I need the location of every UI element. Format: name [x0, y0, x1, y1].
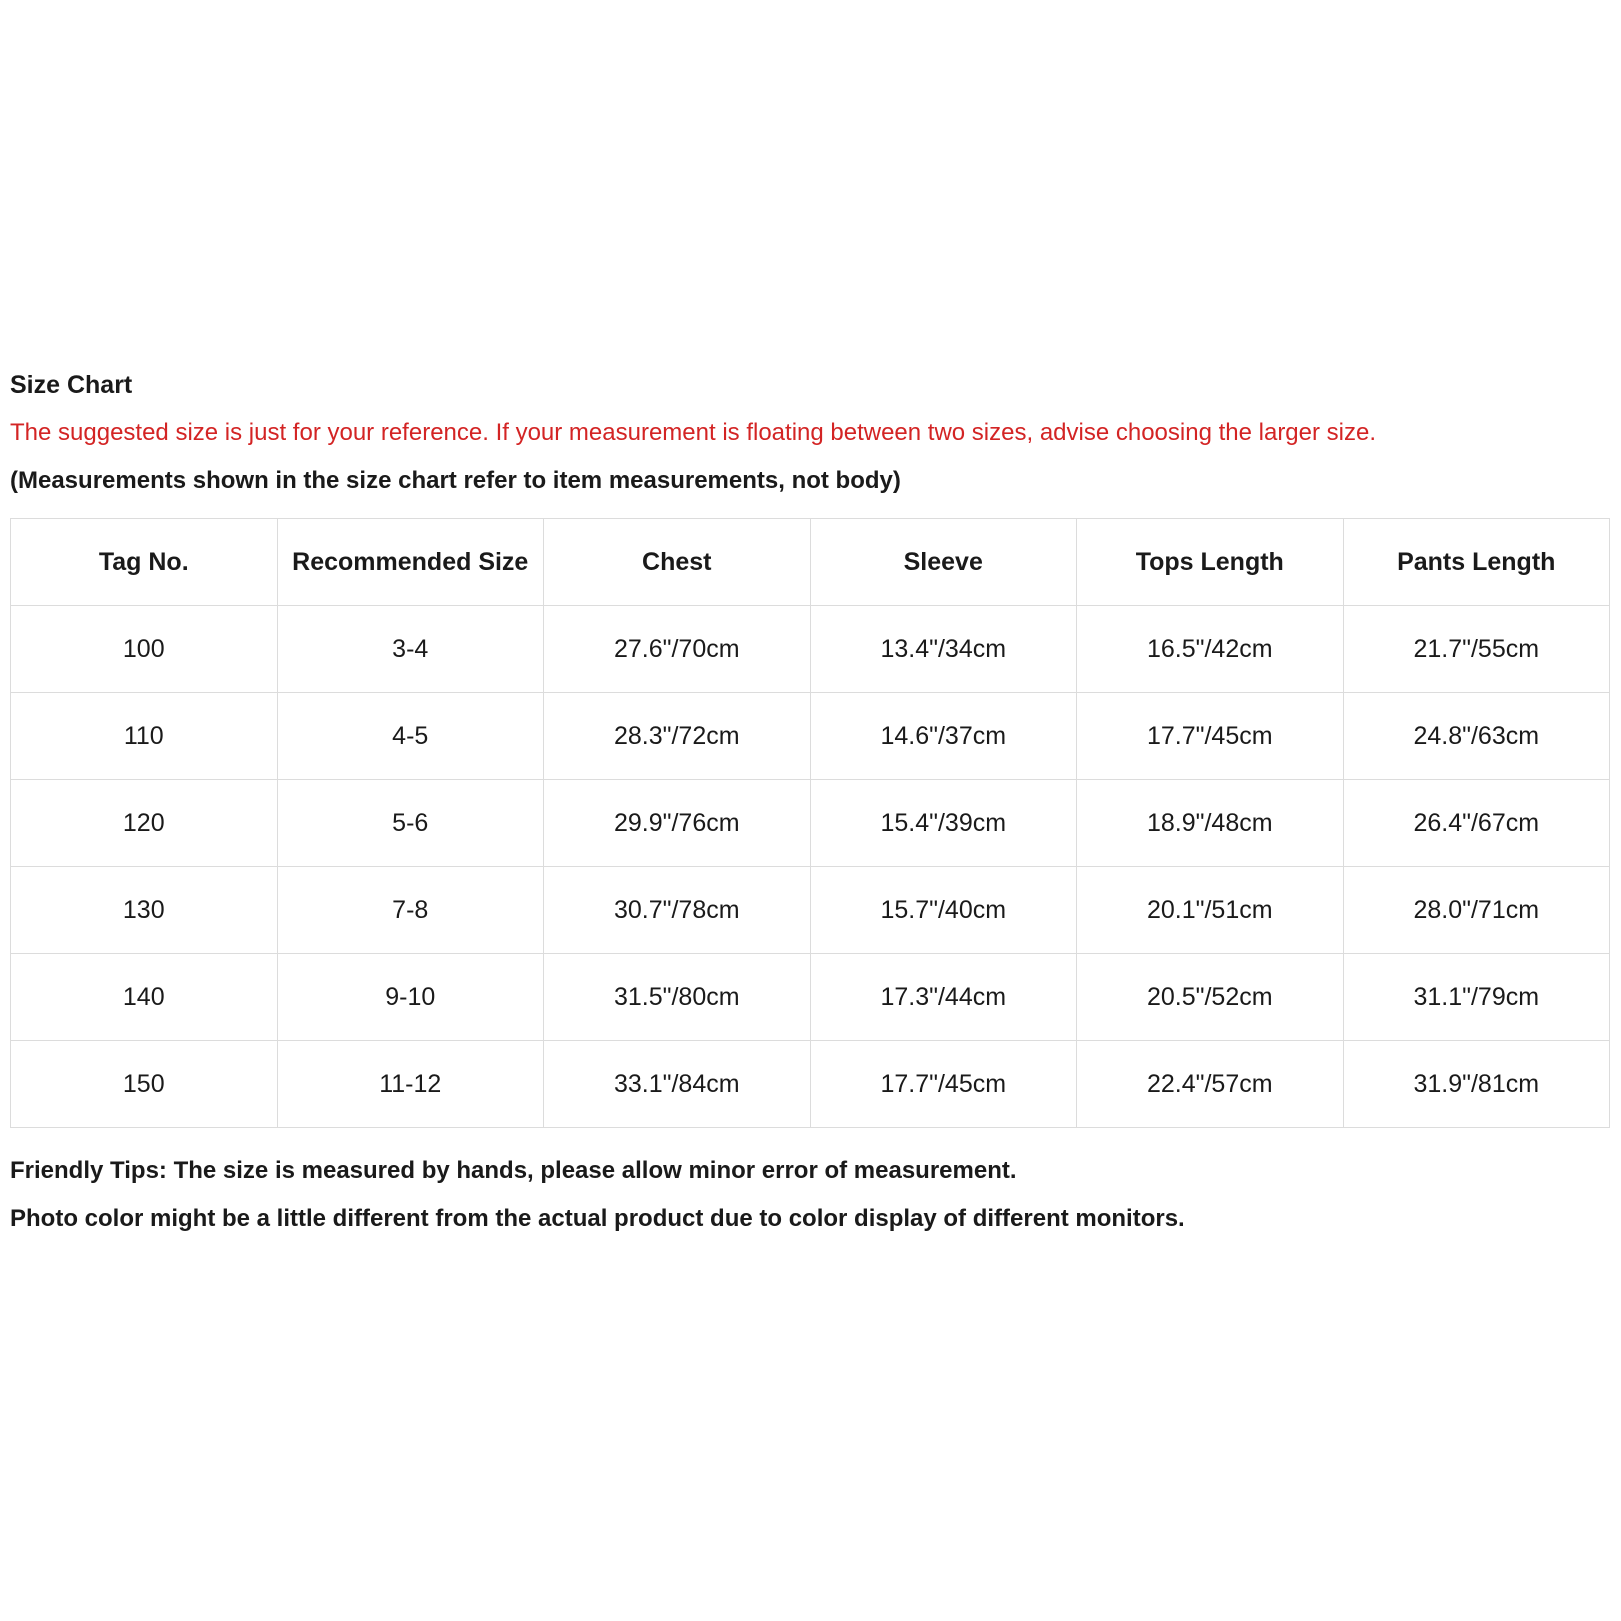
cell-sleeve: 17.3"/44cm [810, 954, 1077, 1041]
table-row [11, 693, 1610, 780]
cell-chest: 31.5"/80cm [544, 954, 811, 1041]
table-row [11, 606, 1610, 693]
measurement-note: (Measurements shown in the size chart refer to item measurements, not body) [10, 467, 901, 494]
cell-tops-length: 20.5"/52cm [1077, 954, 1344, 1041]
table-row [11, 867, 1610, 954]
cell-chest: 27.6"/70cm [544, 606, 811, 693]
cell-recommended-size: 3-4 [277, 606, 544, 693]
cell-recommended-size: 9-10 [277, 954, 544, 1041]
table-row [11, 1041, 1610, 1128]
cell-sleeve: 13.4"/34cm [810, 606, 1077, 693]
header-pants-length: Pants Length [1343, 519, 1610, 606]
cell-chest: 30.7"/78cm [544, 867, 811, 954]
size-chart-document [10, 370, 1610, 1252]
size-table [10, 518, 1610, 1128]
cell-pants-length: 21.7"/55cm [1343, 606, 1610, 693]
cell-sleeve: 15.7"/40cm [810, 867, 1077, 954]
header-tag-no: Tag No. [11, 519, 278, 606]
cell-chest: 33.1"/84cm [544, 1041, 811, 1128]
cell-chest: 29.9"/76cm [544, 780, 811, 867]
cell-chest: 28.3"/72cm [544, 693, 811, 780]
color-disclaimer: Photo color might be a little different from the actual product due to color display of different monitors. [10, 1205, 1185, 1232]
cell-tag-no: 130 [11, 867, 278, 954]
cell-pants-length: 24.8"/63cm [1343, 693, 1610, 780]
cell-pants-length: 31.9"/81cm [1343, 1041, 1610, 1128]
cell-tag-no: 140 [11, 954, 278, 1041]
page-title: Size Chart [10, 371, 133, 399]
header-recommended-size: Recommended Size [277, 519, 544, 606]
header-tops-length: Tops Length [1077, 519, 1344, 606]
cell-recommended-size: 5-6 [277, 780, 544, 867]
cell-tag-no: 150 [11, 1041, 278, 1128]
table-header-row [11, 519, 1610, 606]
cell-tops-length: 18.9"/48cm [1077, 780, 1344, 867]
cell-tops-length: 22.4"/57cm [1077, 1041, 1344, 1128]
header-sleeve: Sleeve [810, 519, 1077, 606]
table-row [11, 954, 1610, 1041]
cell-pants-length: 26.4"/67cm [1343, 780, 1610, 867]
header-chest: Chest [544, 519, 811, 606]
cell-sleeve: 15.4"/39cm [810, 780, 1077, 867]
cell-tag-no: 100 [11, 606, 278, 693]
cell-tag-no: 120 [11, 780, 278, 867]
cell-sleeve: 17.7"/45cm [810, 1041, 1077, 1128]
friendly-tip: Friendly Tips: The size is measured by hands, please allow minor error of measurement. [10, 1157, 1017, 1184]
size-notice: The suggested size is just for your reference. If your measurement is floating between two sizes, advise choosing the larger size. [10, 419, 1377, 446]
table-row [11, 780, 1610, 867]
cell-tops-length: 20.1"/51cm [1077, 867, 1344, 954]
cell-tops-length: 16.5"/42cm [1077, 606, 1344, 693]
cell-sleeve: 14.6"/37cm [810, 693, 1077, 780]
tips-section [10, 1156, 1610, 1234]
cell-tops-length: 17.7"/45cm [1077, 693, 1344, 780]
cell-pants-length: 28.0"/71cm [1343, 867, 1610, 954]
cell-tag-no: 110 [11, 693, 278, 780]
cell-pants-length: 31.1"/79cm [1343, 954, 1610, 1041]
cell-recommended-size: 4-5 [277, 693, 544, 780]
cell-recommended-size: 11-12 [277, 1041, 544, 1128]
cell-recommended-size: 7-8 [277, 867, 544, 954]
